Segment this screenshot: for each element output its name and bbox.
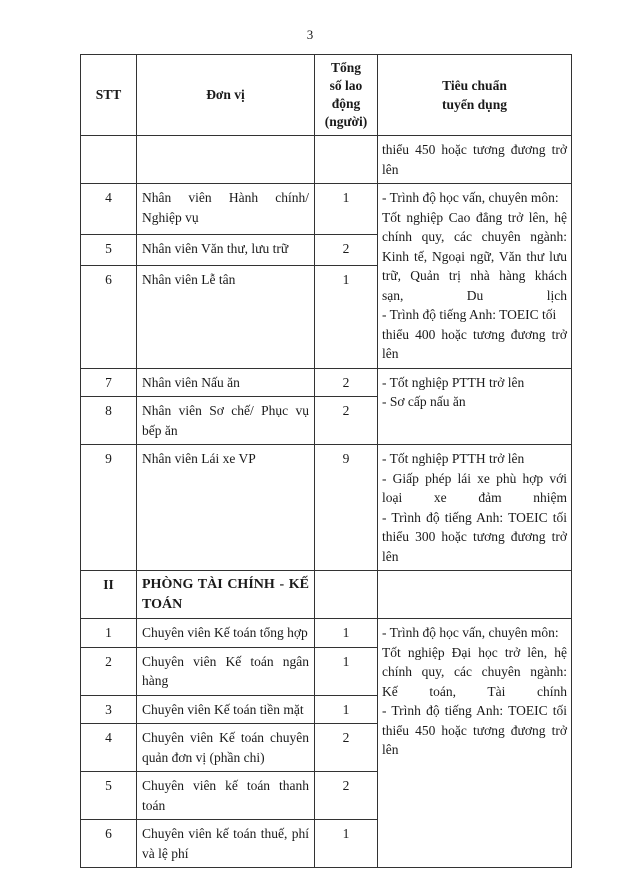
standard-line: trữ, Quản trị nhà hàng khách xyxy=(382,268,567,283)
cell-count: 1 xyxy=(315,647,378,695)
standard-line: lên xyxy=(382,548,399,564)
cell-standard xyxy=(378,184,572,369)
section-title: PHÒNG TÀI CHÍNH - KẾ TOÁN xyxy=(137,571,315,619)
header-standard-line: tuyển dụng xyxy=(442,97,507,112)
cell-standard xyxy=(378,619,572,868)
standard-line: Tốt nghiệp Cao đẳng trở lên, hệ xyxy=(382,209,567,225)
cell-stt: 5 xyxy=(81,772,137,820)
cell-count: 2 xyxy=(315,235,378,265)
standard-line: thiểu 300 hoặc tương đương trở xyxy=(382,529,567,544)
cell-count: 2 xyxy=(315,368,378,397)
cell-unit: Chuyên viên Kế toán tổng hợp xyxy=(137,619,315,648)
cell-count: 1 xyxy=(315,820,378,868)
standard-line: - Tốt nghiệp PTTH trở lên xyxy=(382,374,525,390)
header-count-line: Tổng xyxy=(330,60,361,75)
header-stt: STT xyxy=(81,55,137,136)
standard-line: - Trình độ học vấn, chuyên môn: xyxy=(382,190,559,205)
cell-unit: Chuyên viên kế toán thuế, phí và lệ phí xyxy=(137,820,315,868)
page-number: 3 xyxy=(306,27,314,42)
table-row xyxy=(81,184,572,235)
recruitment-table xyxy=(80,54,572,868)
table-row xyxy=(81,368,572,397)
cell-unit: Nhân viên Sơ chế/ Phục vụ bếp ăn xyxy=(137,397,315,445)
cell-standard xyxy=(378,368,572,445)
standard-line: loại xe đảm nhiệm xyxy=(382,490,567,505)
cell-standard xyxy=(378,445,572,571)
cell-stt: 8 xyxy=(81,397,137,445)
header-standard xyxy=(378,55,572,136)
cell-stt: 6 xyxy=(81,820,137,868)
table-row xyxy=(81,136,572,184)
header-standard-line: Tiêu chuẩn xyxy=(442,77,507,93)
cell-stt: 1 xyxy=(81,619,137,648)
standard-line: sạn, Du lịch xyxy=(382,287,567,303)
header-unit: Đơn vị xyxy=(137,55,315,136)
standard-line: - Trình độ tiếng Anh: TOEIC tối xyxy=(382,307,557,322)
standard-line: thiểu 450 hoặc tương đương trở xyxy=(382,142,567,157)
cell-count xyxy=(315,136,378,184)
cell-unit: Nhân viên Lễ tân xyxy=(137,265,315,368)
standard-line: thiểu 450 hoặc tương đương trở xyxy=(382,722,567,738)
cell-count: 1 xyxy=(315,695,378,724)
standard-line: Tốt nghiệp Đại học trở lên, hệ xyxy=(382,644,567,660)
cell-unit: Nhân viên Hành chính/ Nghiệp vụ xyxy=(137,184,315,235)
standard-line: thiểu 400 hoặc tương đương trở xyxy=(382,326,567,342)
standard-line: - Giấp phép lái xe phù hợp với xyxy=(382,470,567,486)
cell-count xyxy=(315,571,378,619)
header-count-line: số lao xyxy=(329,78,363,93)
cell-stt: 2 xyxy=(81,647,137,695)
cell-unit xyxy=(137,136,315,184)
standard-line: lên xyxy=(382,346,399,361)
standard-line: Kế toán, Tài chính xyxy=(382,683,567,699)
header-row xyxy=(81,55,572,136)
cell-unit: Nhân viên Nấu ăn xyxy=(137,368,315,397)
standard-line: Kinh tế, Ngoại ngữ, Văn thư lưu xyxy=(382,248,567,264)
table-row xyxy=(81,619,572,648)
cell-count: 1 xyxy=(315,184,378,235)
header-count-line: động xyxy=(331,96,361,111)
cell-unit: Chuyên viên Kế toán tiền mặt xyxy=(137,695,315,724)
cell-stt: 9 xyxy=(81,445,137,571)
standard-line: - Tốt nghiệp PTTH trở lên xyxy=(382,451,525,466)
cell-stt: 3 xyxy=(81,695,137,724)
cell-stt xyxy=(81,136,137,184)
cell-stt: 4 xyxy=(81,184,137,235)
cell-count: 9 xyxy=(315,445,378,571)
section-row xyxy=(81,571,572,619)
standard-line: - Sơ cấp nấu ăn xyxy=(382,394,466,409)
header-count xyxy=(315,55,378,136)
cell-stt: 4 xyxy=(81,724,137,772)
standard-line: - Trình độ tiếng Anh: TOEIC tối xyxy=(382,703,567,718)
cell-stt: 7 xyxy=(81,368,137,397)
cell-stt: 5 xyxy=(81,235,137,265)
standard-line: lên xyxy=(382,161,399,177)
cell-count: 1 xyxy=(315,265,378,368)
cell-stt: 6 xyxy=(81,265,137,368)
cell-unit: Chuyên viên kế toán thanh toán xyxy=(137,772,315,820)
standard-line: chính quy, các chuyên ngành: xyxy=(382,664,567,679)
cell-standard xyxy=(378,571,572,619)
cell-count: 2 xyxy=(315,397,378,445)
cell-count: 2 xyxy=(315,772,378,820)
cell-unit: Nhân viên Lái xe VP xyxy=(137,445,315,571)
cell-standard xyxy=(378,136,572,184)
section-stt: II xyxy=(81,571,137,619)
header-count-line: (người) xyxy=(324,114,368,129)
standard-line: lên xyxy=(382,742,399,757)
table-row xyxy=(81,445,572,571)
cell-unit: Chuyên viên Kế toán ngân hàng xyxy=(137,647,315,695)
standard-line: - Trình độ học vấn, chuyên môn: xyxy=(382,625,559,640)
standard-line: - Trình độ tiếng Anh: TOEIC tối xyxy=(382,509,567,525)
cell-unit: Nhân viên Văn thư, lưu trữ xyxy=(137,235,315,265)
cell-unit: Chuyên viên Kế toán chuyên quản đơn vị (phần chi) xyxy=(137,724,315,772)
standard-line: chính quy, các chuyên ngành: xyxy=(382,229,567,244)
cell-count: 2 xyxy=(315,724,378,772)
cell-count: 1 xyxy=(315,619,378,648)
